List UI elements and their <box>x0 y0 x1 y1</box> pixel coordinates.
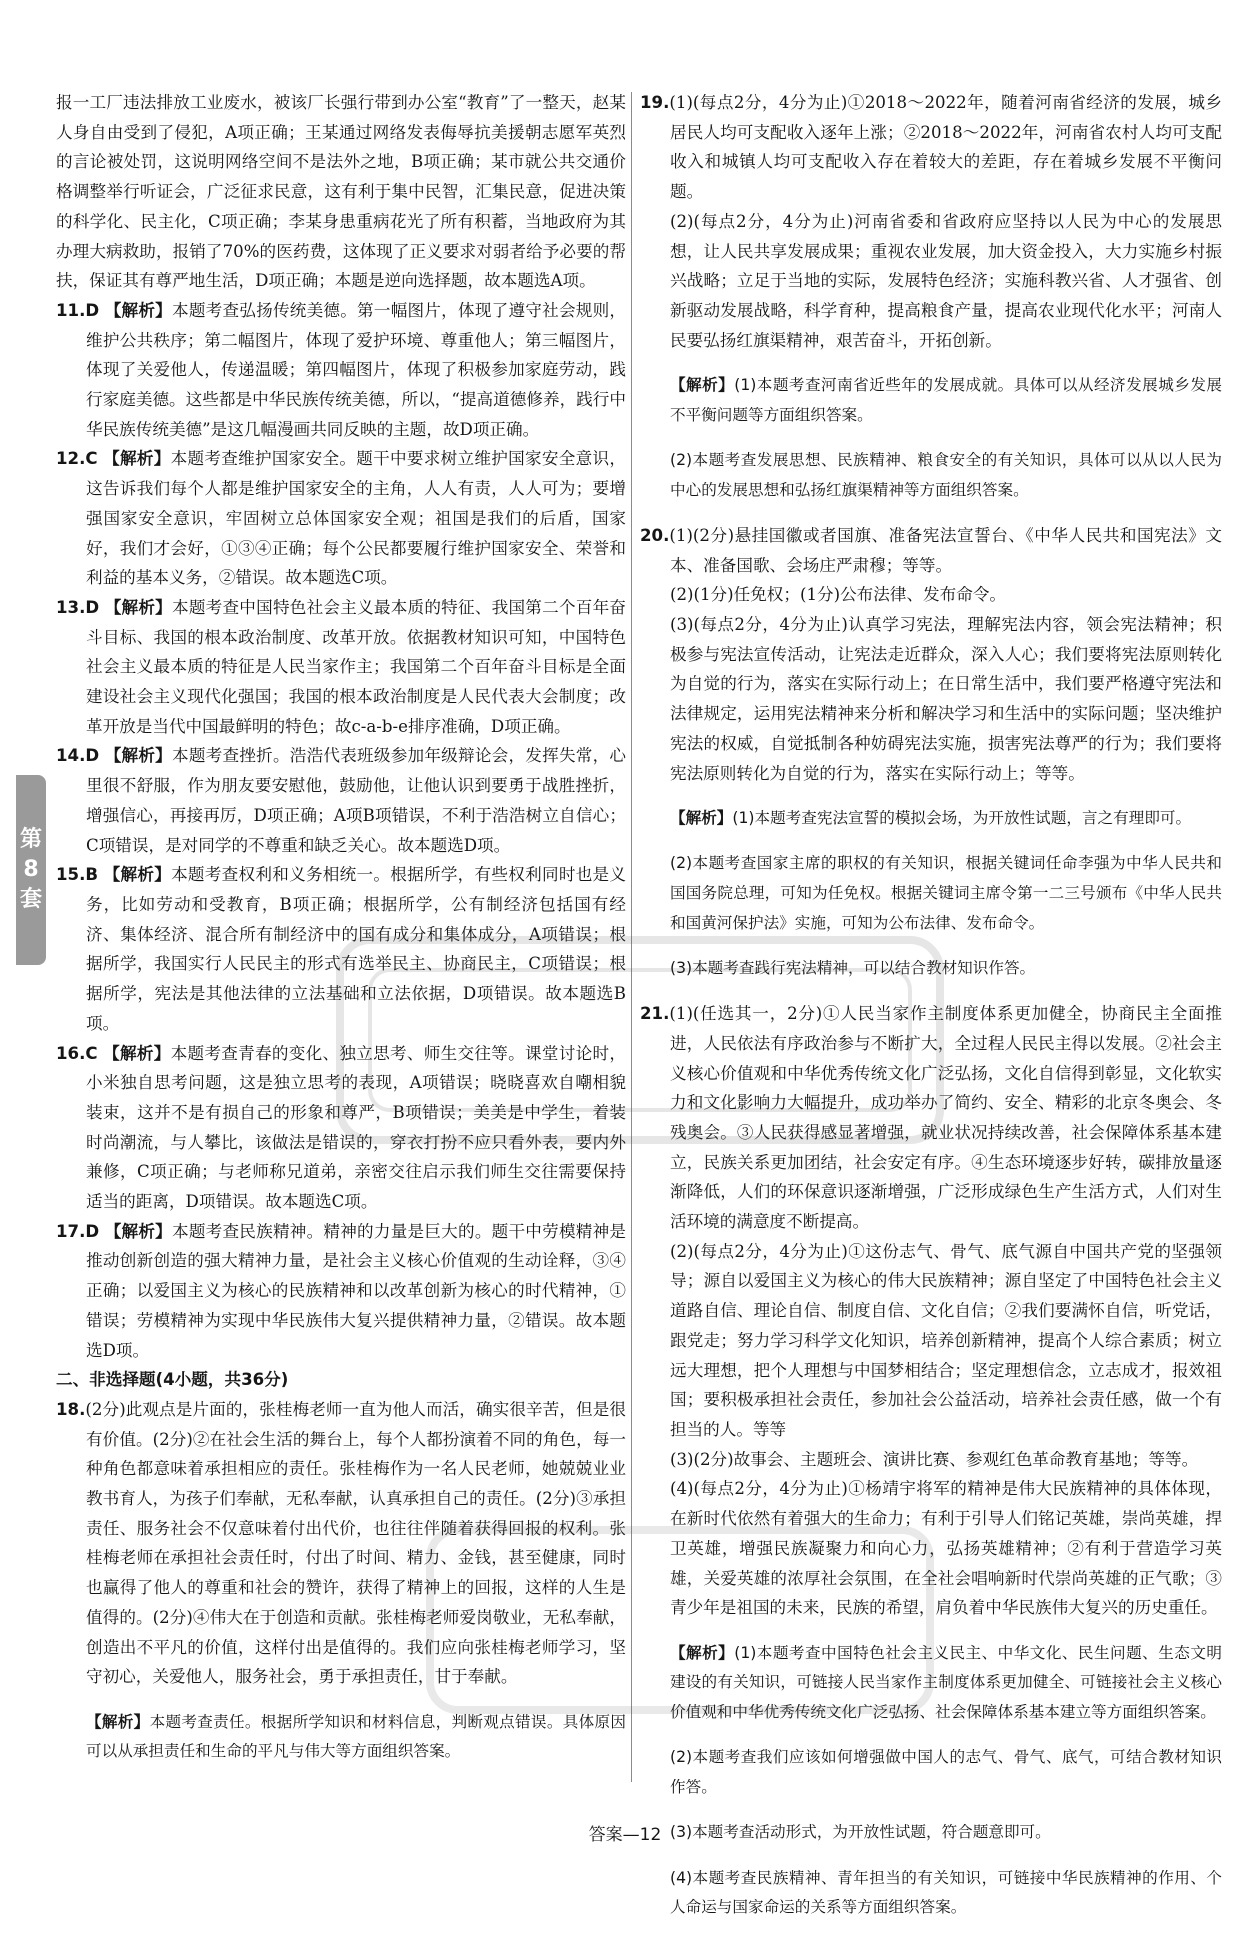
answer-18-text: (2分)此观点是片面的，张桂梅老师一直为他人而活，确实很辛苦，但是很有价值。(2分)②在社会生活的舞台上，每个人都扮演着不同的角色，每一种角色都意味着承担相应的责任。张桂梅作为一名人民老师，她兢兢业业教书育人，为孩子们奉献，无私奉献，认真承担自己的责任。(2分)③承担责任、服务社会不仅意味着付出代价，也往往伴随着获得回报的权利。张桂梅老师在承担社会责任时，付出了时间、精力、金钱，甚至健康，同时也赢得了他人的尊重和社会的赞许，获得了精神上的回报，这样的人生是值得的。(2分)④伟大在于创造和贡献。张桂梅老师爱岗敬业，无私奉献，创造出不平凡的价值，这样付出是值得的。我们应向张桂梅老师学习，坚守初心，关爱他人，服务社会，勇于承担责任，甘于奉献。 <box>85 1399 626 1687</box>
answer-19-part-2: (2)(每点2分，4分为止)河南省委和省政府应坚持以人民为中心的发展思想，让人民共享发展成果；重视农业发展，加大资金投入，大力实施乡村振兴战略；立足于当地的实际，发展特色经济；实施科教兴省、人才强省、创新驱动发展战略，科学育种，提高粮食产量，提高农业现代化水平；河南人民要弘扬红旗渠精神，艰苦奋斗，开拓创新。 <box>670 211 1222 350</box>
answer-21-analysis-1: 【解析】(1)本题考查中国特色社会主义民主、中华文化、民生问题、生态文明建设的有关知识，可链接人民当家作主制度体系更加健全、可链接社会主义核心价值观和中华优秀传统文化广泛弘扬、社会保障体系基本建立等方面组织答案。 <box>670 1643 1222 1721</box>
answer-21-part-4: (4)(每点2分，4分为止)①杨靖宇将军的精神是伟大民族精神的具体体现，在新时代依然有着强大的生命力；有利于引导人们铭记英雄，崇尚英雄，捍卫英雄，增强民族凝聚力和向心力，弘扬英雄精神；②有利于营造学习英雄，关爱英雄的浓厚社会氛围，在全社会唱响新时代崇尚英雄的正气歌；③青少年是祖国的未来，民族的希望，肩负着中华民族伟大复兴的历史重任。 <box>670 1479 1222 1618</box>
answer-18: 18.(2分)此观点是片面的，张桂梅老师一直为他人而活，确实很辛苦，但是很有价值。(2分)②在社会生活的舞台上，每个人都扮演着不同的角色，每一种角色都意味着承担相应的责任。张桂梅作为一名人民老师，她兢兢业业教书育人，为孩子们奉献，无私奉献，认真承担自己的责任。(2分)③承担责任、服务社会不仅意味着付出代价，也往往伴随着获得回报的权利。张桂梅老师在承担社会责任时，付出了时间、精力、金钱，甚至健康，同时也赢得了他人的尊重和社会的赞许，获得了精神上的回报，这样的人生是值得的。(2分)④伟大在于创造和贡献。张桂梅老师爱岗敬业，无私奉献，创造出不平凡的价值，这样付出是值得的。我们应向张桂梅老师学习，坚守初心，关爱他人，服务社会，勇于承担责任，甘于奉献。 <box>56 1399 626 1687</box>
answer-17: 17.D 【解析】本题考查民族精神。精神的力量是巨大的。题干中劳模精神是推动创新创造的强大精神力量，是社会主义核心价值观的生动诠释，③④正确；以爱国主义为核心的民族精神和以改革创新为核心的时代精神，①错误；劳模精神为实现中华民族伟大复兴提供精神力量，②错误。故本题选D项。 <box>56 1221 627 1360</box>
section-heading-non-choice: 二、非选择题(4小题，共36分) <box>56 1370 289 1390</box>
answer-18-analysis: 【解析】本题考查责任。根据所学知识和材料信息，判断观点错误。具体原因可以从承担责任和生命的平凡与伟大等方面组织答案。 <box>86 1712 626 1761</box>
answer-10-text: 报一工厂违法排放工业废水，被该厂长强行带到办公室“教育”了一整天，赵某人身自由受到了侵犯，A项正确；王某通过网络发表侮辱抗美援朝志愿军英烈的言论被处罚，这说明网络空间不是法外之地，B项正确；某市就公共交通价格调整举行听证会，广泛征求民意，这有利于集中民智，汇集民意，促进决策的科学化、民主化，C项正确；李某身患重病花光了所有积蓄，当地政府为其办理大病救助，报销了70%的医药费，这体现了正义要求对弱者给予必要的帮扶，保证其有尊严地生活，D项正确；本题是逆向选择题，故本题选A项。 <box>56 93 626 291</box>
answer-21-analysis-2: (2)本题考查我们应该如何增强做中国人的志气、骨气、底气，可结合教材知识作答。 <box>670 1748 1222 1796</box>
answer-20-analysis-2: (2)本题考查国家主席的职权的有关知识，根据关键词任命李强为中华人民共和国国务院总理，可知为任免权。根据关键词主席令第一二三号颁布《中华人民共和国黄河保护法》实施，可知为公布法律、发布命令。 <box>670 854 1222 932</box>
answer-11-text: 本题考查弘扬传统美德。第一幅图片，体现了遵守社会规则，维护公共秩序；第二幅图片，体现了爱护环境、尊重他人；第三幅图片，体现了关爱他人，传递温暖；第四幅图片，体现了积极参加家庭劳动，践行家庭美德。这些都是中华民族传统美德，所以，“提高道德修养，践行中华民族传统美德”是这几幅漫画共同反映的主题，故D项正确。 <box>86 300 627 439</box>
column-divider <box>631 92 632 1782</box>
answer-21-part-2: (2)(每点2分，4分为止)①这份志气、骨气、底气源自中国共产党的坚强领导；源自以爱国主义为核心的伟大民族精神；源自坚定了中国特色社会主义道路自信、理论自信、制度自信、文化自信；②我们要满怀自信，听党话，跟党走；努力学习科学文化知识，培养创新精神，提高个人综合素质；树立远大理想，把个人理想与中国梦相结合；坚定理想信念，立志成才，报效祖国；要积极承担社会责任，参加社会公益活动，培养社会责任感，做一个有担当的人。等等 <box>670 1241 1222 1439</box>
answer-17-text: 本题考查民族精神。精神的力量是巨大的。题干中劳模精神是推动创新创造的强大精神力量，是社会主义核心价值观的生动诠释，③④正确；以爱国主义为核心的民族精神和以改革创新为核心的时代精神，①错误；劳模精神为实现中华民族伟大复兴提供精神力量，②错误。故本题选D项。 <box>86 1221 627 1360</box>
answer-19-analysis-1: 【解析】(1)本题考查河南省近些年的发展成就。具体可以从经济发展城乡发展不平衡问题等方面组织答案。 <box>670 375 1222 424</box>
answer-15-text: 本题考查权利和义务相统一。根据所学，有些权利同时也是义务，比如劳动和受教育，B项正确；根据所学，公有制经济包括国有经济、集体经济、混合所有制经济中的国有成分和集体成分，A项错误；根据所学，我国实行人民民主的形式有选举民主、协商民主，C项错误；根据所学，宪法是其他法律的立法基础和立法依据，D项错误。故本题选B项。 <box>86 865 627 1033</box>
set-tab-char-1: 第 <box>19 827 42 852</box>
answer-16-text: 本题考查青春的变化、独立思考、师生交往等。课堂讨论时，小米独自思考问题，这是独立思考的表现，A项错误；晓晓喜欢自嘲相貌装束，这并不是有损自己的形象和尊严，B项错误；美美是中学生，着装时尚潮流，与人攀比，该做法是错误的，穿衣打扮不应只看外表，要内外兼修，C项正确；与老师称兄道弟，亲密交往启示我们师生交往需要保持适当的距离，D项错误。故本题选C项。 <box>86 1043 626 1212</box>
page-footer: 答案—12 <box>588 1825 662 1845</box>
answer-12-choice: C <box>85 449 98 469</box>
answer-15: 15.B 【解析】本题考查权利和义务相统一。根据所学，有些权利同时也是义务，比如劳动和受教育，B项正确；根据所学，公有制经济包括国有经济、集体经济、混合所有制经济中的国有成分和集体成分，A项错误；根据所学，我国实行人民民主的形式有选举民主、协商民主，C项错误；根据所学，宪法是其他法律的立法基础和立法依据，D项错误。故本题选B项。 <box>56 865 627 1033</box>
answer-19-part-1: 19.(1)(每点2分，4分为止)①2018～2022年，随着河南省经济的发展，城乡居民人均可支配收入逐年上涨；②2018～2022年，河南省农村人均可支配收入和城镇人均可支配收入存在着较大的差距，存在着城乡发展不平衡问题。 <box>640 93 1222 202</box>
answer-21-part-1: 21.(1)(任选其一，2分)①人民当家作主制度体系更加健全，协商民主全面推进，人民依法有序政治参与不断扩大，全过程人民民主得以发展。②社会主义核心价值观和中华优秀传统文化广泛弘扬，文化自信得到彰显，文化软实力和文化影响力大幅提升，成功举办了简约、安全、精彩的北京冬奥会、冬残奥会。③人民获得感显著增强，就业状况持续改善，社会保障体系基本建立，民族关系更加团结，社会安定有序。④生态环境逐步好转，碳排放量逐渐降低，人们的环保意识逐渐增强，广泛形成绿色生产生活方式，人们对生活环境的满意度不断提高。 <box>640 1004 1222 1232</box>
set-tab-char-2: 套 <box>19 887 42 912</box>
answer-13-text: 本题考查中国特色社会主义最本质的特征、我国第二个百年奋斗目标、我国的根本政治制度、改革开放。依据教材知识可知，中国特色社会主义最本质的特征是人民当家作主；我国第二个百年奋斗目标是全面建设社会主义现代化强国；我国的根本政治制度是人民代表大会制度；改革开放是当代中国最鲜明的特色；故c-a-b-e排序准确，D项正确。 <box>86 597 627 736</box>
answer-13: 13.D 【解析】本题考查中国特色社会主义最本质的特征、我国第二个百年奋斗目标、我国的根本政治制度、改革开放。依据教材知识可知，中国特色社会主义最本质的特征是人民当家作主；我国第二个百年奋斗目标是全面建设社会主义现代化强国；我国的根本政治制度是人民代表大会制度；改革开放是当代中国最鲜明的特色；故c-a-b-e排序准确，D项正确。 <box>56 597 627 736</box>
answer-20-analysis-3: (3)本题考查践行宪法精神，可以结合教材知识作答。 <box>670 958 1036 977</box>
set-number-tab <box>16 775 46 965</box>
answer-16-choice: C <box>85 1043 98 1063</box>
answer-14: 14.D 【解析】本题考查挫折。浩浩代表班级参加年级辩论会，发挥失常，心里很不舒服，作为朋友要安慰他，鼓励他，让他认识到要勇于战胜挫折，增强信心，再接再厉，D项正确；A项B项错误，不利于浩浩树立自信心；C项错误，是对同学的不尊重和缺乏关心。故本题选D项。 <box>56 746 627 855</box>
answer-19-analysis-2: (2)本题考查发展思想、民族精神、粮食安全的有关知识，具体可以从以人民为中心的发展思想和弘扬红旗渠精神等方面组织答案。 <box>670 450 1222 499</box>
set-tab-number: 8 <box>23 857 39 882</box>
answer-12: 12.C 【解析】本题考查维护国家安全。题干中要求树立维护国家安全意识，这告诉我们每个人都是维护国家安全的主角，人人有责，人人可为；要增强国家安全意识，牢固树立总体国家安全观；祖国是我们的后盾，国家好，我们才会好，①③④正确；每个公民都要履行维护国家安全、荣誉和利益的基本义务，②错误。故本题选C项。 <box>56 449 626 588</box>
answer-20-part-1: 20.(1)(2分)悬挂国徽或者国旗、准备宪法宣誓台、《中华人民共和国宪法》文本、准备国歌、会场庄严肃穆；等等。 <box>640 525 1222 575</box>
answer-20-part-3: (3)(每点2分，4分为止)认真学习宪法，理解宪法内容，领会宪法精神；积极参与宪法宣传活动，让宪法走近群众，深入人心；我们要将宪法原则转化为自觉的行为，落实在实际行动上；在日常生活中，我们要严格遵守宪法和法律规定，运用宪法精神来分析和解决学习和生活中的实际问题；坚决维护宪法的权威，自觉抵制各种妨碍宪法实施，损害宪法尊严的行为；我们要将宪法原则转化为自觉的行为，落实在实际行动上；等等。 <box>670 615 1222 783</box>
answer-11: 11.D 【解析】本题考查弘扬传统美德。第一幅图片，体现了遵守社会规则，维护公共秩序；第二幅图片，体现了爱护环境、尊重他人；第三幅图片，体现了关爱他人，传递温暖；第四幅图片，体现了积极参加家庭劳动，践行家庭美德。这些都是中华民族传统美德，所以，“提高道德修养，践行中华民族传统美德”是这几幅漫画共同反映的主题，故D项正确。 <box>56 300 627 439</box>
answer-10-continued <box>56 88 626 296</box>
answer-14-choice: D <box>85 746 100 766</box>
right-column <box>640 88 1222 1939</box>
answer-11-choice: D <box>85 300 100 320</box>
answer-21-analysis-4: (4)本题考查民族精神、青年担当的有关知识，可链接中华民族精神的作用、个人命运与国家命运的关系等方面组织答案。 <box>670 1868 1222 1917</box>
answer-20-analysis-1: 【解析】(1)本题考查宪法宣誓的模拟会场，为开放性试题，言之有理即可。 <box>670 808 1192 827</box>
answer-21-analysis-3: (3)本题考查活动形式，为开放性试题，符合题意即可。 <box>670 1823 1051 1842</box>
answer-20-part-2: (2)(1分)任免权；(1分)公布法律、发布命令。 <box>670 585 1007 605</box>
answer-13-choice: D <box>85 597 100 617</box>
left-column <box>56 88 626 1783</box>
answer-12-text: 本题考查维护国家安全。题干中要求树立维护国家安全意识，这告诉我们每个人都是维护国家安全的主角，人人有责，人人可为；要增强国家安全意识，牢固树立总体国家安全观；祖国是我们的后盾，国家好，我们才会好，①③④正确；每个公民都要履行维护国家安全、荣誉和利益的基本义务，②错误。故本题选C项。 <box>86 449 626 588</box>
answer-15-choice: B <box>85 865 99 885</box>
answer-17-choice: D <box>85 1221 100 1241</box>
answer-21-part-3: (3)(2分)故事会、主题班会、演讲比赛、参观红色革命教育基地；等等。 <box>670 1449 1199 1469</box>
answer-14-text: 本题考查挫折。浩浩代表班级参加年级辩论会，发挥失常，心里很不舒服，作为朋友要安慰他，鼓励他，让他认识到要勇于战胜挫折，增强信心，再接再厉，D项正确；A项B项错误，不利于浩浩树立自信心；C项错误，是对同学的不尊重和缺乏关心。故本题选D项。 <box>86 746 627 855</box>
answer-16: 16.C 【解析】本题考查青春的变化、独立思考、师生交往等。课堂讨论时，小米独自思考问题，这是独立思考的表现，A项错误；晓晓喜欢自嘲相貌装束，这并不是有损自己的形象和尊严，B项错误；美美是中学生，着装时尚潮流，与人攀比，该做法是错误的，穿衣打扮不应只看外表，要内外兼修，C项正确；与老师称兄道弟，亲密交往启示我们师生交往需要保持适当的距离，D项错误。故本题选C项。 <box>56 1043 626 1212</box>
